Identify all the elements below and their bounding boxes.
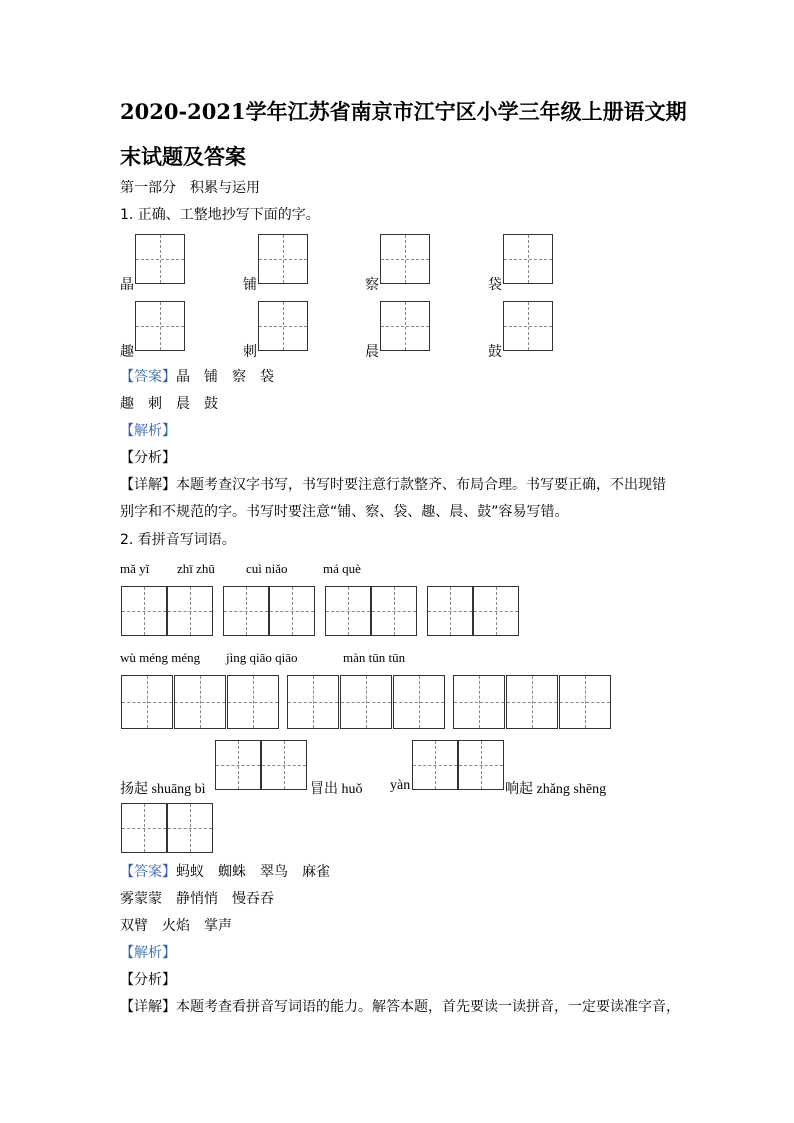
pinyin-label: wù méng méng xyxy=(120,650,201,665)
q1-char: 趣 xyxy=(120,344,134,360)
writing-grid-box[interactable] xyxy=(121,586,167,636)
q1-char: 铺 xyxy=(243,277,257,293)
writing-grid-box[interactable] xyxy=(473,586,519,636)
section-heading: 第一部分 积累与运用 xyxy=(120,180,260,196)
detail-label: 【详解】 xyxy=(120,477,176,493)
q2-answer-line3: 双臂 火焰 掌声 xyxy=(120,918,232,934)
analysis-label: 【解析】 xyxy=(120,945,176,961)
q1-char: 晨 xyxy=(365,344,379,360)
q1-detail-line2: 别字和不规范的字。书写时要注意“铺、察、袋、趣、晨、鼓”容易写错。 xyxy=(120,504,569,520)
row3-mid1: 冒出 huǒ xyxy=(310,782,363,797)
writing-grid-box[interactable] xyxy=(503,301,553,351)
pinyin-label: cuì niǎo xyxy=(246,561,288,576)
writing-grid-box[interactable] xyxy=(340,675,392,729)
writing-grid-box[interactable] xyxy=(121,675,173,729)
q1-char: 袋 xyxy=(488,277,502,293)
q1-answer xyxy=(120,367,274,387)
answer-label: 【答案】 xyxy=(120,369,176,385)
q1-char: 察 xyxy=(365,277,379,293)
writing-grid-box[interactable] xyxy=(503,234,553,284)
q2-detail-line1 xyxy=(120,997,680,1017)
writing-grid-box[interactable] xyxy=(371,586,417,636)
analysis-label: 【解析】 xyxy=(120,423,176,439)
q1-answer-line2: 趣 刺 晨 鼓 xyxy=(120,396,218,412)
page-title-line1: 2020-2021学年江苏省南京市江宁区小学三年级上册语文期 xyxy=(120,99,687,124)
q2-answer xyxy=(120,862,330,882)
page-title-line2: 末试题及答案 xyxy=(120,144,246,169)
writing-grid-box[interactable] xyxy=(223,586,269,636)
writing-grid-box[interactable] xyxy=(258,234,308,284)
q1-char: 晶 xyxy=(120,277,134,293)
writing-grid-box[interactable] xyxy=(427,586,473,636)
pinyin-label: má què xyxy=(323,561,361,576)
writing-grid-box[interactable] xyxy=(380,301,430,351)
detail-label: 【详解】 xyxy=(120,999,176,1015)
fenxi-label: 【分析】 xyxy=(120,450,176,466)
q2-question: 2. 看拼音写词语。 xyxy=(120,532,236,548)
writing-grid-box[interactable] xyxy=(287,675,339,729)
writing-grid-box[interactable] xyxy=(135,234,185,284)
answer-text: 蚂蚁 蜘蛛 翠鸟 麻雀 xyxy=(176,864,330,880)
writing-grid-box[interactable] xyxy=(174,675,226,729)
row3-mid3: 响起 zhǎng shēng xyxy=(505,782,607,797)
q1-detail-line1 xyxy=(120,475,666,495)
writing-grid-box[interactable] xyxy=(453,675,505,729)
q2-answer-line2: 雾蒙蒙 静悄悄 慢吞吞 xyxy=(120,891,274,907)
fenxi-label: 【分析】 xyxy=(120,972,176,988)
row3-prefix: 扬起 shuāng bì xyxy=(120,782,206,797)
pinyin-label: jìng qiāo qiāo xyxy=(226,650,298,665)
q1-question: 1. 正确、工整地抄写下面的字。 xyxy=(120,207,320,223)
writing-grid-box[interactable] xyxy=(393,675,445,729)
writing-grid-box[interactable] xyxy=(261,740,307,790)
writing-grid-box[interactable] xyxy=(412,740,458,790)
writing-grid-box[interactable] xyxy=(559,675,611,729)
writing-grid-box[interactable] xyxy=(258,301,308,351)
detail-text: 本题考查汉字书写，书写时要注意行款整齐、布局合理。书写要正确，不出现错 xyxy=(176,477,666,493)
writing-grid-box[interactable] xyxy=(506,675,558,729)
pinyin-label: zhī zhū xyxy=(177,561,215,576)
writing-grid-box[interactable] xyxy=(269,586,315,636)
row3-mid2: yàn xyxy=(390,778,411,793)
pinyin-label: màn tūn tūn xyxy=(343,650,406,665)
writing-grid-box[interactable] xyxy=(458,740,504,790)
pinyin-label: mǎ yǐ xyxy=(120,561,150,576)
q1-char: 刺 xyxy=(243,344,257,360)
writing-grid-box[interactable] xyxy=(215,740,261,790)
q1-char: 鼓 xyxy=(488,344,502,360)
writing-grid-box[interactable] xyxy=(135,301,185,351)
writing-grid-box[interactable] xyxy=(380,234,430,284)
detail-text: 本题考查看拼音写词语的能力。解答本题，首先要读一读拼音，一定要读准字音， xyxy=(176,999,680,1015)
writing-grid-box[interactable] xyxy=(167,586,213,636)
answer-text: 晶 铺 察 袋 xyxy=(176,369,274,385)
writing-grid-box[interactable] xyxy=(121,803,167,853)
writing-grid-box[interactable] xyxy=(325,586,371,636)
writing-grid-box[interactable] xyxy=(167,803,213,853)
writing-grid-box[interactable] xyxy=(227,675,279,729)
answer-label: 【答案】 xyxy=(120,864,176,880)
